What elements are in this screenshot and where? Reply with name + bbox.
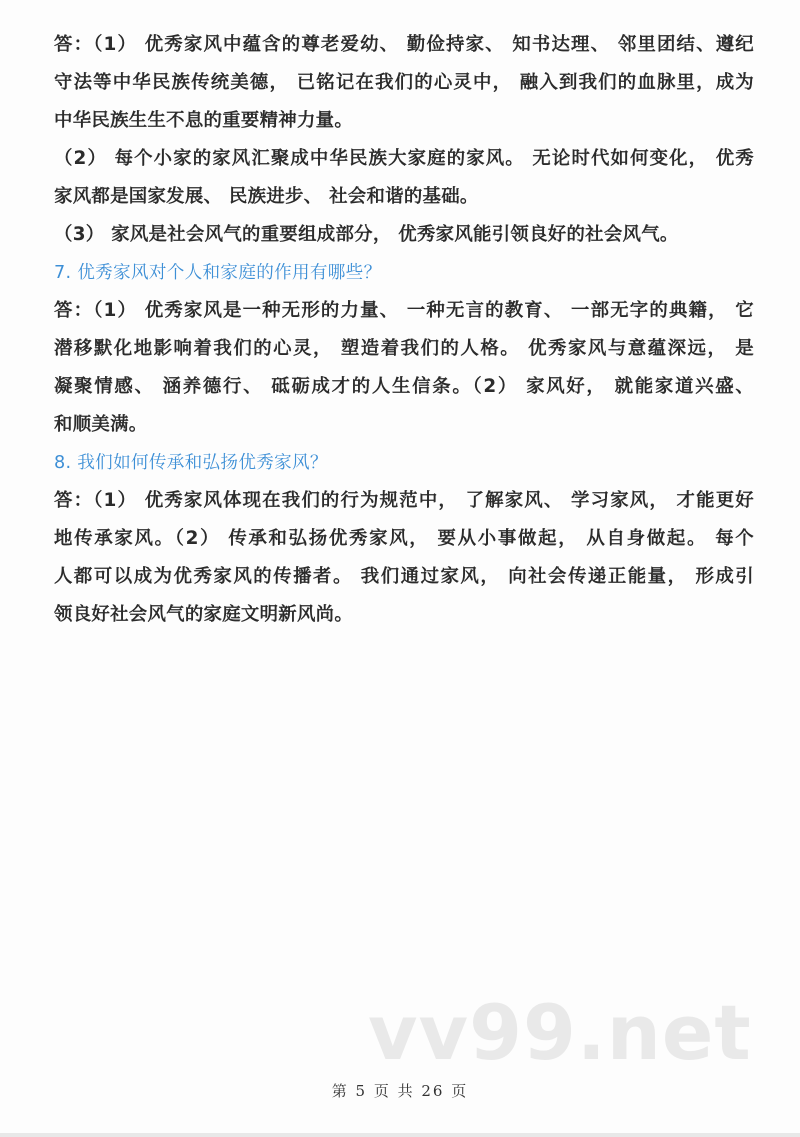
answer-line: 家风都是国家发展、 民族进步、 社会和谐的基础。 — [54, 186, 479, 207]
answer-line: 凝聚情感、 涵养德行、 砥砺成才的人生信条。（2） 家风好， 就能家道兴盛、 — [54, 376, 754, 397]
answer-line: （3） 家风是社会风气的重要组成部分， 优秀家风能引领良好的社会风气。 — [54, 224, 679, 245]
page-number-footer: 第 5 页 共 26 页 — [331, 1082, 469, 1100]
answer-line: 守法等中华民族传统美德， 已铭记在我们的心灵中， 融入到我们的血脉里，成为 — [54, 72, 754, 93]
page-content — [54, 26, 754, 634]
question-heading-7: 7. 优秀家风对个人和家庭的作用有哪些？ — [54, 263, 382, 283]
answer-line: 答：（1） 优秀家风体现在我们的行为规范中， 了解家风、 学习家风， 才能更好 — [54, 490, 754, 511]
answer-line: 地传承家风。（2） 传承和弘扬优秀家风， 要从小事做起， 从自身做起。 每个 — [54, 528, 754, 549]
answer-line: 答：（1） 优秀家风中蕴含的尊老爱幼、 勤俭持家、 知书达理、 邻里团结、遵纪 — [54, 34, 754, 55]
question-heading-8: 8. 我们如何传承和弘扬优秀家风？ — [54, 453, 328, 473]
watermark: vv99.net — [368, 988, 752, 1077]
answer-line: 中华民族生生不息的重要精神力量。 — [54, 110, 354, 131]
answer-line: 领良好社会风气的家庭文明新风尚。 — [54, 604, 354, 625]
answer-line: 和顺美满。 — [54, 414, 148, 435]
answer-line: 答：（1） 优秀家风是一种无形的力量、 一种无言的教育、 一部无字的典籍， 它 — [54, 300, 754, 321]
page-bottom-edge — [0, 1133, 800, 1137]
answer-line: （2） 每个小家的家风汇聚成中华民族大家庭的家风。 无论时代如何变化， 优秀 — [54, 148, 754, 169]
answer-line: 潜移默化地影响着我们的心灵， 塑造着我们的人格。 优秀家风与意蕴深远， 是 — [54, 338, 754, 359]
answer-line: 人都可以成为优秀家风的传播者。 我们通过家风， 向社会传递正能量， 形成引 — [54, 566, 754, 587]
